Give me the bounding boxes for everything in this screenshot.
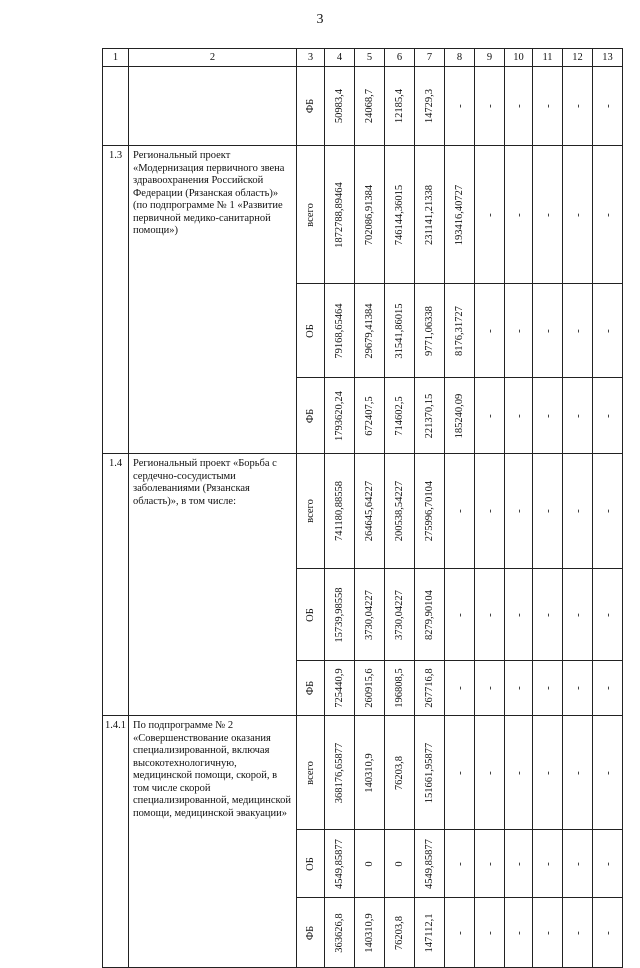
table-body — [103, 49, 623, 968]
value-cell-text: 741180,88558 — [333, 481, 345, 541]
funding-source-text: всего — [304, 499, 316, 523]
value-cell-text: - — [571, 413, 584, 418]
value-cell-text: - — [483, 686, 496, 690]
value-cell-text: 14729,3 — [423, 88, 435, 124]
value-cell-text: - — [541, 212, 554, 217]
value-cell — [533, 716, 563, 830]
value-cell — [415, 569, 445, 661]
value-cell — [415, 454, 445, 569]
value-cell-text: - — [601, 686, 614, 690]
column-header: 6 — [385, 49, 415, 67]
column-header: 10 — [505, 49, 533, 67]
value-cell-text: 29679,41384 — [363, 302, 375, 359]
value-cell-text: - — [601, 509, 614, 513]
value-cell — [355, 569, 385, 661]
value-cell-text: - — [601, 930, 614, 935]
value-cell — [563, 378, 593, 454]
value-cell — [325, 146, 355, 284]
value-cell — [505, 67, 533, 146]
value-cell — [355, 898, 385, 968]
value-cell-text: 8176,31727 — [453, 305, 465, 356]
value-cell-text: 24068,7 — [363, 88, 375, 124]
value-cell-text: 3730,04227 — [393, 589, 405, 640]
value-cell-text: - — [601, 328, 614, 333]
item-name — [129, 67, 297, 146]
value-cell — [415, 146, 445, 284]
value-cell-text: - — [453, 509, 466, 513]
funding-source-text: ФБ — [304, 680, 316, 696]
value-cell — [593, 67, 623, 146]
value-cell-text: - — [571, 328, 584, 333]
funding-source-text: ФБ — [304, 925, 316, 940]
funding-source — [297, 830, 325, 898]
value-cell-text: - — [571, 509, 584, 513]
value-cell-text: 76203,8 — [393, 915, 405, 950]
table-row — [103, 67, 623, 146]
value-cell — [593, 898, 623, 968]
column-header: 7 — [415, 49, 445, 67]
value-cell — [325, 284, 355, 378]
value-cell-text: - — [601, 861, 614, 866]
column-header: 8 — [445, 49, 475, 67]
value-cell-text: 185240,09 — [453, 393, 465, 438]
value-cell — [445, 146, 475, 284]
value-cell — [505, 830, 533, 898]
value-cell-text: - — [453, 612, 466, 617]
value-cell-text: - — [571, 930, 584, 935]
column-header: 12 — [563, 49, 593, 67]
value-cell — [533, 898, 563, 968]
table-row — [103, 454, 623, 569]
value-cell — [593, 378, 623, 454]
value-cell — [325, 661, 355, 716]
funding-source — [297, 898, 325, 968]
value-cell — [385, 67, 415, 146]
funding-source-text: ОБ — [304, 323, 316, 338]
funding-source-text: всего — [304, 760, 316, 785]
value-cell-text: - — [483, 770, 496, 775]
value-cell — [355, 378, 385, 454]
value-cell — [563, 146, 593, 284]
value-cell — [415, 716, 445, 830]
value-cell-text: - — [541, 509, 554, 513]
value-cell-text: - — [541, 861, 554, 866]
value-cell-text: - — [483, 612, 496, 617]
column-header: 1 — [103, 49, 129, 67]
value-cell-text: - — [483, 104, 496, 108]
value-cell — [475, 378, 505, 454]
value-cell — [415, 67, 445, 146]
value-cell — [563, 569, 593, 661]
value-cell — [475, 67, 505, 146]
value-cell — [563, 898, 593, 968]
value-cell-text: - — [571, 770, 584, 775]
value-cell-text: - — [571, 104, 584, 108]
funding-source-text: ОБ — [304, 607, 316, 622]
value-cell — [385, 146, 415, 284]
value-cell — [563, 716, 593, 830]
value-cell-text: - — [601, 612, 614, 617]
value-cell — [445, 569, 475, 661]
value-cell-text: - — [483, 212, 496, 217]
value-cell-text: 260915,6 — [363, 668, 375, 708]
value-cell — [385, 378, 415, 454]
value-cell — [475, 569, 505, 661]
column-header: 4 — [325, 49, 355, 67]
value-cell — [385, 716, 415, 830]
funding-source — [297, 67, 325, 146]
value-cell-text: - — [541, 104, 554, 108]
value-cell — [475, 830, 505, 898]
value-cell-text: 746144,36015 — [393, 184, 405, 245]
value-cell — [475, 454, 505, 569]
value-cell-text: - — [483, 509, 496, 513]
item-name: Региональный проект «Борьба с сердечно-сосудистыми заболеваниями (Рязанская область)», в том числе: — [129, 454, 297, 716]
value-cell — [415, 378, 445, 454]
value-cell — [355, 284, 385, 378]
value-cell-text: 196808,5 — [393, 668, 405, 708]
value-cell — [415, 284, 445, 378]
table-header-row — [103, 49, 623, 67]
value-cell — [505, 569, 533, 661]
value-cell — [593, 661, 623, 716]
item-name: Региональный проект «Модернизация первичного звена здравоохранения Российской Федерации (Рязанская область)» (по подпрограмме № 1 «Развитие первичной медико-санитарной помощи») — [129, 146, 297, 454]
value-cell — [593, 284, 623, 378]
funding-source — [297, 569, 325, 661]
value-cell-text: 76203,8 — [393, 755, 405, 790]
value-cell — [533, 284, 563, 378]
funding-source — [297, 146, 325, 284]
funding-source-text: всего — [304, 202, 316, 227]
funding-source — [297, 716, 325, 830]
value-cell — [593, 830, 623, 898]
value-cell — [355, 716, 385, 830]
item-number: 1.3 — [103, 146, 129, 454]
value-cell-text: - — [512, 212, 525, 217]
value-cell-text: - — [541, 770, 554, 775]
value-cell-text: 0 — [393, 860, 405, 867]
value-cell — [355, 146, 385, 284]
value-cell — [563, 454, 593, 569]
value-cell-text: - — [541, 930, 554, 935]
item-name: По подпрограмме № 2 «Совершенствование оказания специализированной, включая высокотехнологичную, медицинской помощи, скорой, в том числе скорой специализированной, медицинской помощи, медицинской эвакуации» — [129, 716, 297, 968]
value-cell — [355, 661, 385, 716]
value-cell-text: - — [483, 930, 496, 935]
value-cell — [445, 67, 475, 146]
value-cell-text: - — [453, 770, 466, 775]
column-header: 13 — [593, 49, 623, 67]
budget-table — [102, 48, 623, 968]
value-cell-text: - — [601, 104, 614, 108]
value-cell — [563, 67, 593, 146]
value-cell — [415, 898, 445, 968]
value-cell-text: - — [453, 104, 466, 108]
column-header: 5 — [355, 49, 385, 67]
value-cell-text: - — [483, 328, 496, 333]
value-cell — [533, 67, 563, 146]
value-cell — [533, 569, 563, 661]
value-cell-text: 4549,85877 — [333, 838, 345, 889]
value-cell — [385, 661, 415, 716]
page-number: 3 — [316, 12, 324, 27]
value-cell — [505, 716, 533, 830]
value-cell — [385, 830, 415, 898]
value-cell-text: 221370,15 — [423, 393, 435, 438]
value-cell — [325, 716, 355, 830]
value-cell-text: - — [512, 104, 525, 108]
value-cell-text: 9771,06338 — [423, 305, 435, 356]
value-cell-text: 31541,86015 — [393, 302, 405, 359]
value-cell — [475, 898, 505, 968]
table-row — [103, 716, 623, 830]
value-cell-text: 0 — [363, 860, 375, 867]
value-cell — [355, 830, 385, 898]
value-cell-text: 140310,9 — [363, 912, 375, 953]
value-cell-text: - — [541, 328, 554, 333]
value-cell-text: - — [571, 612, 584, 617]
value-cell-text: 1872788,89464 — [333, 181, 345, 248]
value-cell-text: - — [601, 413, 614, 418]
funding-source-text: ОБ — [304, 856, 316, 871]
value-cell — [325, 378, 355, 454]
funding-source — [297, 284, 325, 378]
value-cell — [355, 454, 385, 569]
value-cell-text: - — [601, 212, 614, 217]
value-cell-text: - — [453, 686, 466, 690]
funding-source-text: ФБ — [304, 408, 316, 423]
value-cell — [445, 661, 475, 716]
value-cell-text: 3730,04227 — [363, 589, 375, 640]
value-cell — [533, 146, 563, 284]
value-cell-text: 200538,54227 — [393, 480, 405, 542]
table-row — [103, 146, 623, 284]
value-cell-text: - — [453, 861, 466, 866]
funding-source — [297, 661, 325, 716]
value-cell-text: 1793620,24 — [333, 390, 345, 441]
value-cell-text: - — [512, 509, 525, 513]
value-cell — [533, 661, 563, 716]
value-cell — [533, 830, 563, 898]
value-cell-text: - — [483, 861, 496, 866]
value-cell — [505, 146, 533, 284]
value-cell-text: 672407,5 — [363, 395, 375, 436]
value-cell — [593, 146, 623, 284]
value-cell — [533, 454, 563, 569]
value-cell — [563, 661, 593, 716]
item-number — [103, 67, 129, 146]
value-cell-text: - — [541, 686, 554, 690]
value-cell-text: - — [541, 413, 554, 418]
value-cell-text: - — [453, 930, 466, 935]
value-cell-text: 147112,1 — [423, 913, 435, 952]
funding-source-text: ФБ — [304, 98, 316, 114]
item-number: 1.4 — [103, 454, 129, 716]
value-cell-text: 151661,95877 — [423, 742, 435, 803]
value-cell — [445, 830, 475, 898]
value-cell-text: 264645,64227 — [363, 480, 375, 542]
value-cell-text: - — [571, 861, 584, 866]
value-cell — [325, 830, 355, 898]
value-cell-text: 368176,65877 — [333, 742, 345, 803]
item-number: 1.4.1 — [103, 716, 129, 968]
value-cell — [475, 146, 505, 284]
value-cell — [445, 378, 475, 454]
value-cell — [505, 454, 533, 569]
value-cell — [593, 569, 623, 661]
value-cell — [475, 661, 505, 716]
value-cell-text: - — [512, 770, 525, 775]
value-cell-text: - — [512, 686, 525, 690]
value-cell — [563, 284, 593, 378]
value-cell-text: - — [512, 413, 525, 418]
value-cell-text: 275996,70104 — [423, 480, 435, 542]
value-cell — [475, 716, 505, 830]
value-cell — [563, 830, 593, 898]
value-cell — [593, 716, 623, 830]
value-cell — [505, 378, 533, 454]
value-cell-text: 140310,9 — [363, 752, 375, 793]
value-cell — [475, 284, 505, 378]
value-cell — [445, 898, 475, 968]
value-cell-text: 50983,4 — [333, 88, 345, 124]
column-header: 9 — [475, 49, 505, 67]
value-cell — [355, 67, 385, 146]
funding-source — [297, 378, 325, 454]
value-cell — [445, 284, 475, 378]
value-cell-text: 15739,98558 — [333, 586, 345, 643]
funding-source — [297, 454, 325, 569]
value-cell-text: 714602,5 — [393, 395, 405, 436]
value-cell — [385, 898, 415, 968]
value-cell-text: - — [541, 612, 554, 617]
value-cell — [325, 67, 355, 146]
value-cell-text: 231141,21338 — [423, 184, 435, 245]
value-cell — [325, 569, 355, 661]
value-cell — [505, 284, 533, 378]
value-cell-text: 12185,4 — [393, 88, 405, 124]
column-header: 2 — [129, 49, 297, 67]
value-cell — [415, 830, 445, 898]
value-cell — [415, 661, 445, 716]
column-header: 3 — [297, 49, 325, 67]
value-cell — [385, 569, 415, 661]
value-cell — [325, 898, 355, 968]
value-cell — [593, 454, 623, 569]
value-cell — [445, 454, 475, 569]
value-cell — [533, 378, 563, 454]
value-cell-text: - — [601, 770, 614, 775]
value-cell-text: 4549,85877 — [423, 838, 435, 889]
value-cell — [385, 454, 415, 569]
value-cell-text: - — [512, 861, 525, 866]
value-cell-text: - — [512, 612, 525, 617]
value-cell-text: 193416,40727 — [453, 184, 465, 245]
value-cell-text: - — [512, 328, 525, 333]
value-cell — [445, 716, 475, 830]
value-cell-text: 725440,9 — [333, 668, 345, 708]
value-cell-text: - — [483, 413, 496, 418]
value-cell — [385, 284, 415, 378]
value-cell-text: - — [512, 930, 525, 935]
value-cell-text: 8279,90104 — [423, 589, 435, 640]
value-cell-text: 79168,65464 — [333, 302, 345, 359]
value-cell-text: 363626,8 — [333, 912, 345, 953]
value-cell-text: - — [571, 212, 584, 217]
value-cell — [325, 454, 355, 569]
value-cell-text: 702086,91384 — [363, 184, 375, 245]
column-header: 11 — [533, 49, 563, 67]
value-cell-text: - — [571, 686, 584, 690]
value-cell-text: 267716,8 — [423, 668, 435, 708]
value-cell — [505, 661, 533, 716]
value-cell — [505, 898, 533, 968]
